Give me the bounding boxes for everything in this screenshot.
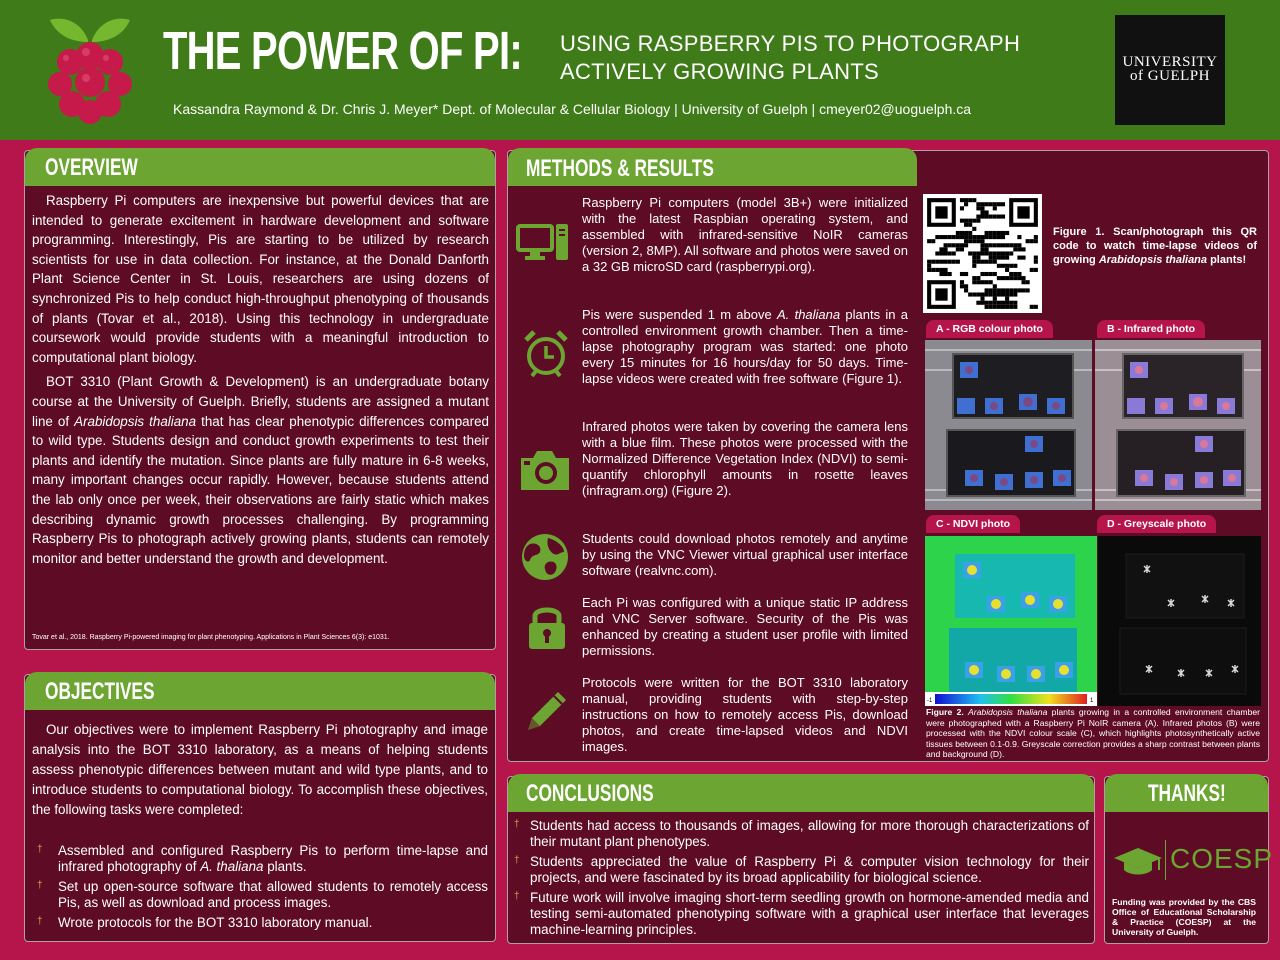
photo-label-c: C - NDVI photo: [926, 515, 1020, 533]
figure-2-caption: Figure 2. Arabidopsis thaliana plants growing in a controlled environment chamber were photographed with a Raspberry Pi NoIR camera (A). Infrared photos (B) were processed with the NDVI colour scale (C), which highlights photosynthetically active tissues between 0.1-0.9. Greyscale correction provides a sharp contrast between plants and background (D).: [926, 707, 1261, 760]
list-item: † Set up open-source software that allowed students to remotely access Pis, as well as download and process images.: [32, 879, 488, 911]
university-logo: UNIVERSITY of GUELPH: [1115, 15, 1225, 125]
qr-code[interactable]: [923, 194, 1042, 313]
methods-text-1: Raspberry Pi computers (model 3B+) were initialized with the latest Raspbian operating system, and assembled with infrared-sensitive NoIR cameras (version 2, 8MP). All software and photos were saved on a 32 GB microSD card (raspberrypi.org).: [582, 195, 908, 274]
photo-label-d: D - Greyscale photo: [1097, 515, 1216, 533]
computer-icon: [516, 214, 570, 268]
methods-text-6: Protocols were written for the BOT 3310 laboratory manual, providing students with step-by-step instructions on how to remotely access Pis, download photos, and create time-lapsed videos and NDVI images.: [582, 675, 908, 754]
methods-heading: METHODS & RESULTS: [508, 148, 917, 186]
objectives-heading: OBJECTIVES: [25, 672, 495, 710]
poster-subtitle: USING RASPBERRY PIS TO PHOTOGRAPH ACTIVELY GROWING PLANTS: [560, 31, 1021, 84]
scale-min-label: -1: [927, 698, 933, 704]
poster-title: THE POWER OF PI:: [163, 21, 522, 81]
thanks-heading: THANKS!: [1105, 774, 1268, 812]
scale-max-label: 1: [1090, 698, 1094, 704]
list-item: † Assembled and configured Raspberry Pis to perform time-lapse and infrared photography of A. thaliana plants.: [32, 843, 488, 875]
funding-note: Funding was provided by the CBS Office of Educational Scholarship & Practice (COESP) at the University of Guelph.: [1112, 897, 1256, 937]
pencil-icon: [520, 684, 574, 738]
methods-text-4: Students could download photos remotely and anytime by using the VNC Viewer virtual graphical user interface software (realvnc.com).: [582, 531, 908, 578]
infrared-photo: [1095, 340, 1261, 510]
list-item: † Students appreciated the value of Raspberry Pi & computer vision technology for their projects, and were fascinated by its broad applicability for biological science.: [510, 854, 1089, 886]
raspberry-pi-logo-icon: [42, 12, 138, 128]
ndvi-photo: [925, 536, 1097, 706]
greyscale-photo: [1098, 536, 1261, 706]
poster-header: [0, 0, 1280, 140]
padlock-icon: [520, 600, 574, 654]
objectives-list: [32, 843, 488, 935]
rgb-photo: [925, 340, 1092, 510]
authors-line: Kassandra Raymond & Dr. Chris J. Meyer* Dept. of Molecular & Cellular Biology | University of Guelph | cmeyer02@uoguelph.ca: [173, 101, 972, 117]
photo-label-b: B - Infrared photo: [1097, 320, 1205, 338]
overview-text: Raspberry Pi computers are inexpensive but powerful devices that are intended to generate excitement in hardware development and software programming. Interestingly, Pis are starting to be utilized by research scientists for use in data collection. For instance, at the Donald Danforth Plant Science Center in St. Louis, researchers are using dozens of synchronized Pis to help conduct high-throughput phenotyping of thousands of plants (Tovar et al., 2018). Using this technology in undergraduate coursework would provide students with a meaningful introduction to computational plant biology. BOT 3310 (Plant Growth & Development) is an undergraduate botany course at the University of Guelph. Briefly, students are assigned a mutant line of Arabidopsis thaliana that has clear phenotypic differences compared to wild type. Students design and conduct growth experiments to test their plants and identify the mutation. Since plants are fully mature in 6-8 weeks, many important changes occur rapidly. However, because students attend the lab only once per week, their observations are fairly static which makes describing dynamic growth processes challenging. By programming Raspberry Pis to photograph actively growing plants, students can remotely monitor and better understand the growth and development.: [32, 191, 489, 573]
list-item: † Wrote protocols for the BOT 3310 laboratory manual.: [32, 915, 488, 931]
reference: Tovar et al., 2018. Raspberry Pi-powered imaging for plant phenotyping. Applications in Plant Sciences 6(3): e1031.: [32, 634, 390, 641]
conclusions-list: [510, 818, 1089, 942]
list-item: † Students had access to thousands of images, allowing for more thorough characterizations of their mutant plant phenotypes.: [510, 818, 1089, 850]
camera-icon: [518, 442, 572, 496]
methods-text-2: Pis were suspended 1 m above A. thaliana plants in a controlled environment growth chamber. Then a time-lapse photography program was started: one photo every 15 minutes for 16 hours/day for 50 days. Time-lapse videos were created with free software (Figure 1).: [582, 307, 909, 386]
list-item: † Future work will involve imaging short-term seedling growth on hormone-amended media and testing semi-automated phenotyping software with a graphical user interface that leverages machine-learning principles.: [510, 890, 1089, 938]
overview-heading: OVERVIEW: [25, 148, 495, 186]
methods-text-3: Infrared photos were taken by covering the camera lens with a blue film. These photos were processed with the Normalized Difference Vegetation Index (NDVI) to semi-quantify chlorophyll amounts in rosette leaves (infragram.org) (Figure 2).: [582, 419, 908, 498]
figure-1-caption: Figure 1. Scan/photograph this QR code to watch time-lapse videos of growing Arabidopsis thaliana plants!: [1053, 226, 1257, 266]
coesp-logo: COESP: [1112, 838, 1260, 882]
globe-icon: [518, 530, 572, 584]
objectives-intro: Our objectives were to implement Raspberry Pi photography and image analysis into the BOT 3310 laboratory, as a means of helping students assess phenotypic differences between mutant and wild type plants, and to introduce students to computational biology. To accomplish these objectives, the following tasks were completed:: [32, 722, 488, 817]
overview-paragraph-2: BOT 3310 (Plant Growth & Development) is an undergraduate botany course at the University of Guelph. Briefly, students are assigned a mutant line of Arabidopsis thaliana that has clear phenotypic differences compared to wild type. Students design and conduct growth experiments to test their plants and identify the mutation. Since plants are fully mature in 6-8 weeks, many important changes occur rapidly. However, because students attend the lab only once per week, their observations are fairly static which makes describing dynamic growth processes challenging. By programming Raspberry Pis to photograph actively growing plants, students can remotely monitor and better understand the growth and development.: [32, 374, 489, 566]
photo-label-a: A - RGB colour photo: [926, 320, 1053, 338]
alarm-clock-icon: [520, 326, 574, 380]
methods-text-5: Each Pi was configured with a unique static IP address and VNC Server software. Security of the Pis was enhanced by creating a student user profile with limited permissions.: [582, 595, 908, 658]
conclusions-heading: CONCLUSIONS: [508, 774, 1094, 812]
graduation-cap-icon: [1112, 838, 1168, 882]
